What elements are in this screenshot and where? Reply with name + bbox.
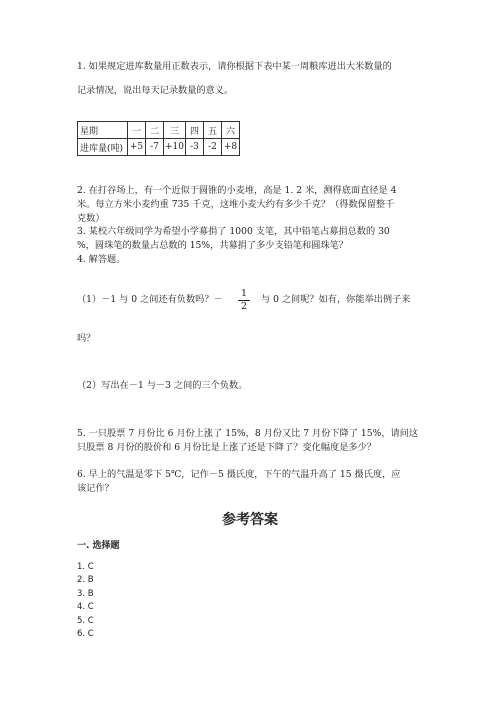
answers-section-heading: 一. 选择题 [77,541,120,551]
q3-line1: 3. 某校六年级同学为希望小学募捐了 1000 支笔，其中铅笔占募捐总数的 30 [77,226,390,237]
table-cell: +10 [164,139,186,156]
list-item: 1. C [77,562,94,572]
table-header-cell: 一 [128,122,146,139]
fraction-numerator: 1 [238,288,250,301]
q2-line3: 克数） [77,213,105,224]
table-cell: -7 [146,139,164,156]
table-row [78,122,240,139]
table-row [78,139,240,156]
fraction-one-half [238,288,250,313]
q4-sub1-part2: 与 0 之间呢？如有，你能举出例子来 [261,294,411,305]
q6-line1: 6. 早上的气温是零下 5℃，记作－5 摄氏度，下午的气温升高了 15 摄氏度，应 [77,469,401,480]
q2-line2: 米。每立方米小麦约重 735 千克，这堆小麦大约有多少千克？（得数保留整千 [77,199,395,210]
list-item: 3. B [77,588,94,599]
list-item: 6. C [77,629,94,640]
table-cell: +8 [222,139,240,156]
q4-sub1-part3: 吗？ [77,333,96,344]
table-header-cell: 五 [204,122,222,139]
list-item: 4. C [77,602,94,613]
q6-line2: 该记作？ [77,483,114,494]
q1-line2: 记录情况，说出每天记录数量的意义。 [77,85,234,96]
table-header-cell: 三 [164,122,186,139]
q3-line2: %，圆珠笔的数量占总数的 15%，共募捐了多少支铅笔和圆珠笔？ [77,240,348,251]
list-item: 5. C [77,615,94,626]
q1-line1: 1. 如果规定进库数量用正数表示，请你根据下表中某一周粮库进出大米数量的 [77,61,392,72]
table-header-cell: 四 [186,122,204,139]
table-header-cell: 星期 [78,122,128,139]
q4-sub1-part1: （1）－1 与 0 之间还有负数吗？－ [77,294,223,305]
q2-line1: 2. 在打谷场上，有一个近似于圆锥的小麦堆，高是 1. 2 米，测得底面直径是 4 [77,185,397,196]
table-cell: -2 [204,139,222,156]
table-cell: -3 [186,139,204,156]
answer-list [77,561,94,641]
storage-table [77,121,240,156]
q4-sub2: （2）写出在－1 与－3 之间的三个负数。 [77,380,248,391]
table-header-cell: 六 [222,122,240,139]
q5-line1: 5. 一只股票 7 月份比 6 月份上涨了 15%，8 月份又比 7 月份下降了 15%，请问这 [77,428,419,439]
table-cell: 进库量(吨) [78,139,128,156]
fraction-denominator: 2 [240,301,248,312]
table-cell: +5 [128,139,146,156]
table-header-cell: 二 [146,122,164,139]
q5-line2: 只股票 8 月份的股价和 6 月份比是上涨了还是下降了？变化幅度是多少？ [77,442,376,453]
answers-title: 参考答案 [222,512,278,528]
q4-title: 4. 解答题。 [77,254,126,265]
list-item: 2. B [77,575,94,586]
